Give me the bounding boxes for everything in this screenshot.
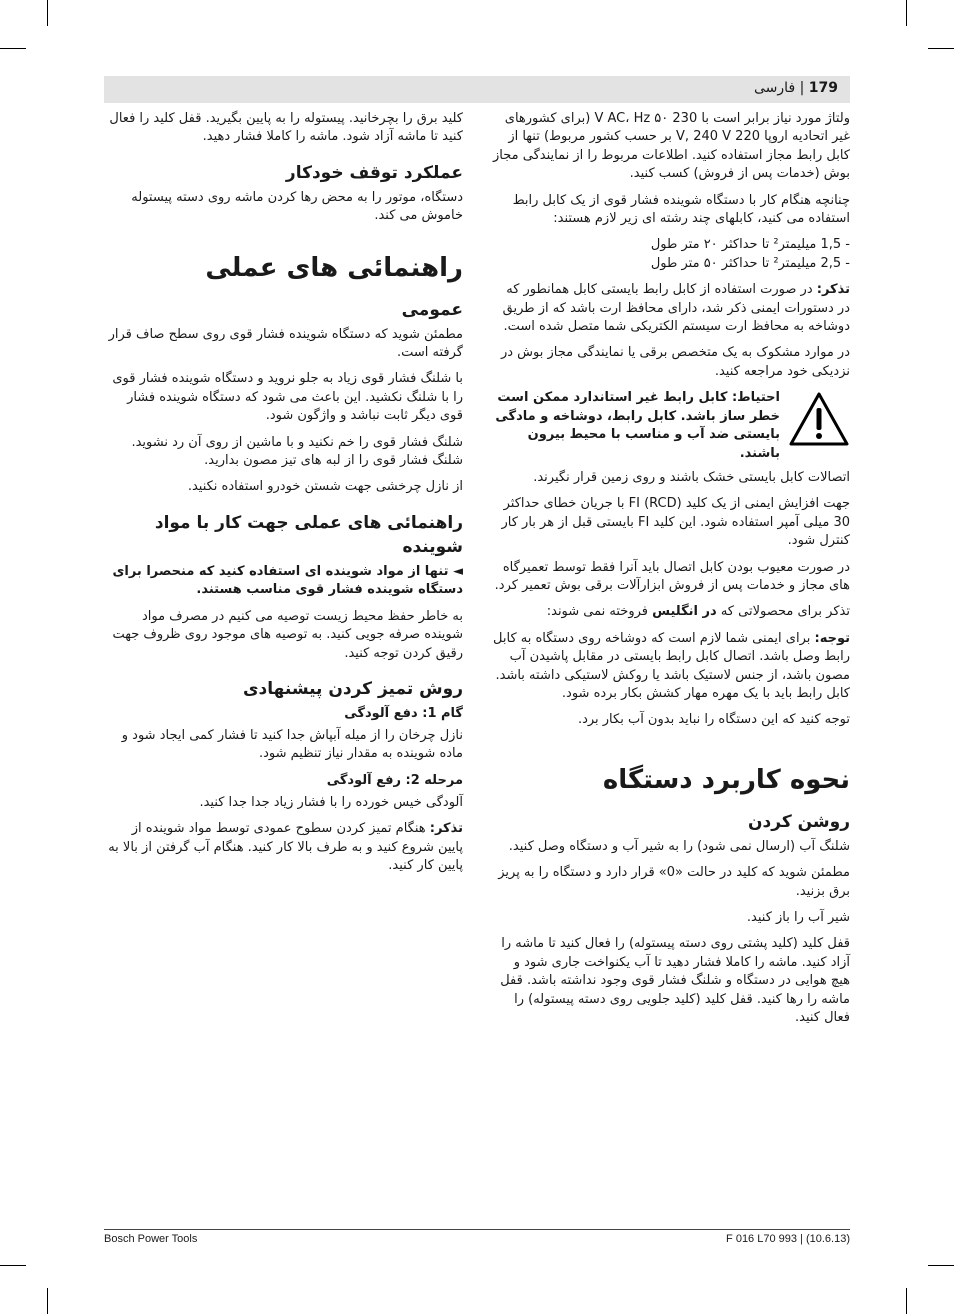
note-label: توجه: (814, 630, 850, 646)
uk-note (492, 603, 850, 621)
crop-mark (906, 0, 907, 26)
vertical-surface-note (106, 820, 463, 875)
extension-cable-paragraph: چنانچه هنگام کار با دستگاه شوینده فشار قوی از یک کابل رابط استفاده می کنید، کابلهای چند رشته ای زیر لازم هستند: (512, 192, 850, 227)
subsection-heading: عمومی (401, 299, 463, 320)
left-column (106, 110, 463, 883)
header-text (754, 80, 838, 96)
section-heading: راهنمائی های عملی (205, 252, 463, 283)
page-number: 179 (808, 80, 838, 96)
crop-mark (0, 1265, 26, 1266)
tap-paragraph: شیر آب را باز کنید. (746, 910, 850, 925)
earth-note (492, 281, 850, 336)
uk-note-bold: در انگلیس (652, 604, 717, 620)
step1-paragraph: نازل چرخان را از میله آبپاش جدا کنید تا فشار کمی ایجاد شود و ماده شوینده به مقدار نیاز تنظیم شود. (121, 727, 463, 762)
subsection-heading: روشن کردن (748, 811, 850, 832)
note-text: هنگام تمیز کردن سطوح عمودی توسط مواد شوینده از پایین شروع کنید و به طرف بالا کار کنید. هنگام آب گرفتن از بالا به پایین کار کنید. (108, 821, 463, 873)
page-header (104, 76, 850, 103)
crop-mark (928, 1265, 954, 1266)
note-text: در صورت استفاده از کابل رابط بایستی کابل همانطور که در دستورات ایمنی ذکر شد، دارای محافظ ارت باشد که از طریق دوشاخه به محافظ ارت سیستم الکتریکی شما متصل شده است. (502, 282, 850, 335)
note-label: تذکر: (429, 821, 463, 837)
step2-paragraph: آلودگی خیس خورده را با فشار زیاد جدا جدا کنید. (199, 794, 463, 810)
crop-mark (0, 48, 26, 49)
crop-mark (928, 48, 954, 49)
flat-surface-paragraph: مطمئن شوید که دستگاه شوینده فشار قوی روی سطح صاف قرار گرفته است. (108, 326, 463, 361)
warning-block (492, 389, 850, 463)
repair-paragraph: در صورت معیوب بودن کابل اتصال باید آنرا فقط توسط تعمیرگاه های مجاز و خدمات پس از فروش ابزارآلات برقی بوش تعمیر کرد. (494, 559, 850, 593)
hose-kink-paragraph: شلنگ فشار قوی را خم نکنید و با ماشین از روی آن رد نشوید. شلنگ فشار قوی را از لبه های تیز مصون بدارید. (131, 434, 463, 469)
rcd-paragraph: جهت افزایش ایمنی از یک کلید FI (RCD) با جریان خطای حداکثر 30 میلی آمپر استفاده شود. این کلید FI بایستی قبل از هر بار کار کنترل شود. (501, 496, 850, 549)
uk-note-part: تذکر برای محصولاتی که (716, 604, 850, 620)
hose-paragraph: شلنگ آب (ارسال نمی شود) را به شیر آب و دستگاه وصل کنید. (508, 838, 850, 854)
step-heading: گام 1: دفع آلودگی (344, 705, 463, 721)
expert-paragraph: در موارد مشکوک به یک متخصص برقی یا نمایندگی مجاز بوش در نزدیکی خود مراجعه کنید. (500, 345, 850, 379)
voltage-paragraph: ولتاژ مورد نیاز برابر است با 230 V AC، Hz ۵۰ (برای کشورهای غیر اتحادیه اروپا 220 V, 240 V بر حسب کشور مربوط) تنها از کابل رابط مجاز استفاده کنید. اطلاعات مربوط را از نمایندگی مجاز بوش (خدمات پس از فروش) کسب کنید. (493, 111, 850, 182)
subsection-heading: راهنمائی های عملی جهت کار با مواد شوینده (154, 512, 463, 557)
crop-mark (47, 0, 48, 26)
footer-rule (104, 1229, 850, 1230)
switch-paragraph: مطمئن شوید که کلید در حالت «0» قرار دارد و دستگاه را به پریز برق بزنید. (498, 865, 850, 899)
crop-mark (906, 1288, 907, 1314)
bullet-text: تنها از مواد شوینده ای استفاده کنید که منحصرا برای دستگاه شوینده فشار قوی مناسب هستند. (112, 563, 463, 598)
note-text: برای ایمنی شما لازم است که دوشاخه روی دستگاه به کابل رابط وصل باشد. اتصال کابل رابط بایستی در مقابل پاشیدن آب مصون باشد، از جنس لاستیک باشد یا روکش لاستیکی داشته باشد. کابل رابط باید با یک مهره مهار کشش بکار برده شود. (493, 630, 850, 701)
crop-mark (47, 1288, 48, 1314)
header-separator: | (799, 80, 805, 96)
bullet-arrow-icon: ◄ (453, 563, 463, 579)
connection-dry-paragraph: اتصالات کابل بایستی خشک باشند و روی زمین قرار نگیرند. (533, 469, 850, 485)
note-label: تذکر: (816, 282, 850, 298)
no-water-paragraph: توجه کنید که این دستگاه را نباید بدون آب بکار برد. (577, 712, 850, 728)
footer-doc-number: F 016 L70 993 | (10.6.13) (726, 1233, 850, 1245)
trigger-paragraph: قفل کلید (کلید پشتی روی دسته پیستوله) را فعال کنید تا ماشه را آزاد کنید. ماشه را کاملا فشار دهید تا آب یکنواخت جاری شود و هیچ هوایی در دستگاه و شلنگ فشار قوی وجود نداشته باشد. قفل ماشه را رها کنید. قفل کلید (کلید جلویی روی دسته پیستوله) را فعال کنید. (500, 936, 850, 1026)
cable-spec-item: - 2,5 میلیمتر² تا حداکثر ۵۰ متر طول (650, 255, 850, 271)
header-language: فارسی (754, 80, 796, 96)
plug-note (492, 630, 850, 704)
detergent-bullet (106, 563, 463, 600)
step-heading: مرحله 2: رفع آلودگی (326, 772, 463, 788)
autostop-paragraph: دستگاه، موتور را به محض رها کردن ماشه روی دسته پیستوله خاموش می کند. (131, 189, 463, 224)
warning-text: احتیاط: کابل رابط غیر استاندارد ممکن است خطر ساز باشد. کابل رابط، دوشاخه و مادگی بایستی ضد آب و مناسب با محیط بیرون باشند. (495, 390, 780, 461)
uk-note-part: فروخته نمی شوند: (546, 604, 653, 620)
warning-triangle-icon (788, 391, 850, 453)
environment-paragraph: به خاطر حفظ محیط زیست توصیه می کنیم در مصرف مواد شوینده صرفه جویی کنید. به توصیه های موجود روی ظروف جهت رقیق کردن توجه کنید. (112, 608, 463, 661)
subsection-heading: عملکرد توقف خودکار (285, 162, 463, 183)
right-column (492, 110, 850, 1035)
power-switch-paragraph: کلید برق را بچرخانید. پیستوله را به پایین بگیرید. قفل کلید را فعال کنید تا ماشه آزاد شود. ماشه را کاملا فشار دهید. (109, 111, 463, 145)
hose-pull-paragraph: با شلنگ فشار قوی زیاد به جلو نروید و دستگاه شوینده فشار قوی را با شلنگ نکشید. این باعث می شود که دستگاه شوینده فشار قوی دیگر ثابت نباشد و واژگون شود. (112, 371, 463, 424)
section-heading: نحوه کاربرد دستگاه (602, 764, 850, 795)
cable-spec-item: - 1,5 میلیمتر² تا حداکثر ۲۰ متر طول (650, 237, 850, 253)
footer-brand: Bosch Power Tools (104, 1233, 198, 1245)
subsection-heading: روش تمیز کردن پیشنهادی (242, 678, 463, 699)
rotary-nozzle-paragraph: از نازل چرخشی جهت شستن خودرو استفاده نکنید. (187, 479, 463, 495)
